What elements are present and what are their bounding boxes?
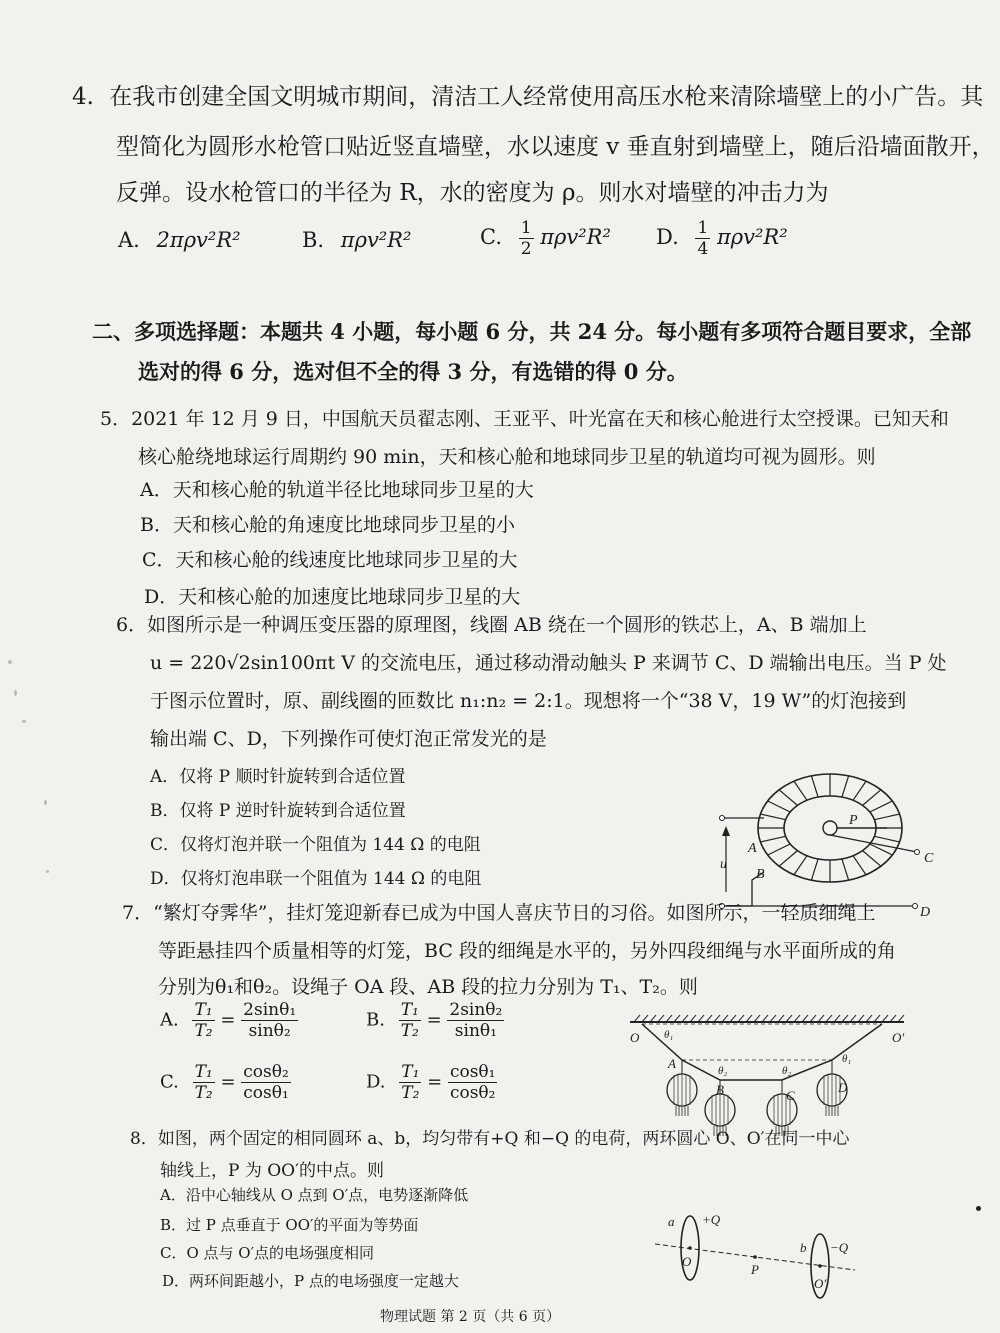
q6-option-b: B．仅将 P 逆时针旋转到合适位置 (150, 801, 406, 821)
coil-winding (779, 851, 797, 867)
q4-option-c-label: C. (480, 225, 502, 249)
hatch-mark (850, 1015, 856, 1022)
q6-line2: u = 220√2sin100πt V 的交流电压，通过移动滑动触头 P 来调节 C、D 端输出电压。当 P 处 (150, 652, 947, 674)
q7-option-d-rhs (448, 1062, 498, 1103)
q4-option-d-den: 4 (697, 239, 709, 259)
q5-option-d: D．天和核心舱的加速度比地球同步卫星的大 (144, 586, 521, 608)
q5-line2: 核心舱绕地球运行周期约 90 min，天和核心舱和地球同步卫星的轨道均可视为圆形。则 (138, 446, 876, 468)
q4-number: 4. (72, 84, 94, 110)
coil-winding (768, 801, 791, 812)
hatch-mark (834, 1015, 840, 1022)
q7-option-c-rhs-den: cosθ₁ (243, 1083, 289, 1103)
hatch-mark (690, 1015, 696, 1022)
q8-label-o2: O′ (814, 1276, 827, 1291)
page-footer: 物理试题 第 2 页（共 6 页） (380, 1309, 561, 1325)
q6-label-c: C (924, 851, 934, 866)
q7-option-c-lhs-den: T₂ (194, 1083, 213, 1103)
hatch-mark (802, 1015, 808, 1022)
q6-arrow-head (722, 826, 730, 836)
q8-label-p: P (751, 1262, 759, 1277)
hatch-mark (642, 1015, 648, 1022)
q7-option-a: A. $\frac{\text{T₁}}{\text{T₂}}$ = $\frac{\text{2sinθ₁}}{\text{sinθ₂}}$ (160, 1000, 297, 1041)
q6-label-p: P (849, 813, 858, 828)
q7-option-b: B. $\frac{\text{T₁}}{\text{T₂}}$ = $\frac{\text{2sinθ₂}}{\text{sinθ₁}}$ (366, 1000, 503, 1041)
q4-option-d-num: 1 (697, 218, 709, 238)
q8-option-a: A．沿中心轴线从 O 点到 O′点，电势逐渐降低 (160, 1186, 469, 1204)
q8-label-a: a (668, 1214, 675, 1229)
hatch-mark (866, 1015, 872, 1022)
hatch-mark (746, 1015, 752, 1022)
q7-option-a-rhs (241, 1000, 298, 1041)
coil-winding (794, 856, 807, 875)
scan-speck (22, 720, 26, 723)
q7-option-d-rhs-den: cosθ₂ (449, 1083, 496, 1103)
q4-option-c-num: 1 (520, 218, 532, 238)
hatch-mark (650, 1015, 656, 1022)
coil-winding (779, 790, 797, 806)
q6-label-b: B (756, 867, 765, 882)
q5-option-c: C．天和核心舱的线速度比地球同步卫星的大 (142, 549, 518, 571)
q7-label-b: B (716, 1082, 724, 1097)
q5-option-a: A．天和核心舱的轨道半径比地球同步卫星的大 (140, 479, 534, 501)
hatch-mark (890, 1015, 896, 1022)
coil-winding (811, 776, 818, 797)
q7-option-d-label: D. (366, 1071, 386, 1093)
q4-option-d-fraction (695, 218, 710, 259)
q7-option-d-lhs-num: T₁ (401, 1062, 420, 1082)
hatch-mark (858, 1015, 864, 1022)
q7-rope (642, 1024, 882, 1080)
hatch-mark (714, 1015, 720, 1022)
section2-line2: 选对的得 6 分，选对但不全的得 3 分，有选错的得 0 分。 (138, 359, 688, 384)
q6-label-a: A (748, 841, 757, 856)
coil-winding (842, 859, 849, 880)
coil-winding (760, 814, 785, 820)
q4-option-c-den: 2 (520, 239, 532, 259)
q8-option-d: D．两环间距越小，P 点的电场强度一定越大 (162, 1272, 459, 1290)
coil-winding (870, 801, 893, 812)
q4-option-b-text: πρv²R² (340, 228, 412, 252)
q7-option-c-rhs (241, 1062, 291, 1103)
q7-option-d-lhs (399, 1062, 421, 1103)
coil-winding (874, 814, 899, 820)
coil-winding (853, 856, 866, 875)
q4-option-b-label: B. (302, 228, 325, 252)
q4-option-d-text: πρv²R² (716, 225, 788, 249)
scan-speck (44, 800, 47, 805)
q7-line3: 分别为θ₁和θ₂。设绳子 OA 段、AB 段的拉力分别为 T₁、T₂。则 (158, 976, 698, 998)
hatch-mark (842, 1015, 848, 1022)
coil-winding (863, 851, 881, 867)
q4-line3: 反弹。设水枪管口的半径为 R，水的密度为 ρ。则水对墙壁的冲击力为 (116, 180, 829, 206)
q6-line4: 输出端 C、D，下列操作可使灯泡正常发光的是 (150, 728, 547, 750)
coil-winding (768, 844, 791, 855)
hatch-mark (666, 1015, 672, 1022)
hatch-mark (674, 1015, 680, 1022)
q7-option-a-lhs (192, 1000, 214, 1041)
q7-label-o2: O′ (892, 1030, 905, 1045)
q8-point-p (753, 1255, 757, 1259)
coil-winding (853, 781, 866, 800)
q6-pivot (823, 821, 837, 835)
q4-option-a (118, 228, 241, 252)
q7-ceiling-hatch (634, 1015, 904, 1022)
coil-winding (811, 859, 818, 880)
hatch-mark (730, 1015, 736, 1022)
hatch-mark (898, 1015, 904, 1022)
hatch-mark (698, 1015, 704, 1022)
hatch-mark (738, 1015, 744, 1022)
scan-speck (976, 1206, 981, 1211)
q7-option-a-lhs-den: T₂ (194, 1021, 213, 1041)
q4-option-b (302, 228, 411, 252)
q7-option-a-label: A. (160, 1009, 179, 1031)
hatch-mark (882, 1015, 888, 1022)
q7-option-d: D. $\frac{\text{T₁}}{\text{T₂}}$ = $\frac{\text{cosθ₁}}{\text{cosθ₂}}$ (366, 1062, 496, 1103)
q4-line2: 型简化为圆形水枪管口贴近竖直墙壁，水以速度 v 垂直射到墙壁上，随后沿墙面散开， (116, 134, 995, 160)
coil-winding (842, 776, 849, 797)
q7-option-b-lhs-den: T₂ (400, 1021, 419, 1041)
hatch-mark (818, 1015, 824, 1022)
q4-option-a-label: A. (118, 228, 140, 252)
hatch-mark (634, 1015, 640, 1022)
q7-option-d-rhs-num: cosθ₁ (449, 1062, 496, 1082)
q4-line1 (72, 78, 983, 111)
q7-label-a: A (668, 1056, 676, 1071)
q4-option-d (656, 218, 788, 259)
q6-terminal-a (720, 816, 725, 821)
q8-label-o: O (682, 1254, 692, 1269)
q6-label-d: D (920, 905, 931, 920)
q7-label-theta2b: θ₂ (782, 1065, 792, 1077)
q7-option-c-lhs-num: T₁ (194, 1062, 213, 1082)
q8-line1: 8．如图，两个固定的相同圆环 a、b，均匀带有+Q 和−Q 的电荷，两环圆心 O、O′在同一中心 (130, 1129, 850, 1149)
hatch-mark (826, 1015, 832, 1022)
q7-option-c-lhs (193, 1062, 215, 1103)
hatch-mark (778, 1015, 784, 1022)
coil-winding (863, 790, 881, 806)
q7-option-c-rhs-num: cosθ₂ (243, 1062, 289, 1082)
q4-option-c (480, 218, 611, 259)
hatch-mark (810, 1015, 816, 1022)
hatch-mark (794, 1015, 800, 1022)
q8-line2: 轴线上，P 为 OO′的中点。则 (160, 1161, 384, 1181)
hatch-mark (706, 1015, 712, 1022)
coil-winding (870, 844, 893, 855)
q7-option-b-rhs-num: 2sinθ₂ (449, 1000, 503, 1020)
q7-option-b-rhs-den: sinθ₁ (454, 1021, 497, 1041)
coil-winding (874, 836, 899, 842)
q4-line1-text: 在我市创建全国文明城市期间，清洁工人经常使用高压水枪来清除墙壁上的小广告。其 (109, 84, 984, 110)
q8-option-c: C．O 点与 O′点的电场强度相同 (160, 1244, 375, 1262)
q5-line1: 5．2021 年 12 月 9 日，中国航天员翟志刚、王亚平、叶光富在天和核心舱进行太空授课。已知天和 (100, 408, 949, 430)
q7-option-c-label: C. (160, 1071, 179, 1093)
q7-line1: 7．“繁灯夺霁华”，挂灯笼迎新春已成为中国人喜庆节日的习俗。如图所示，一轻质细绳上 (122, 902, 876, 924)
hatch-mark (874, 1015, 880, 1022)
q7-option-a-rhs-den: sinθ₂ (248, 1021, 291, 1041)
q7-line2: 等距悬挂四个质量相等的灯笼，BC 段的细绳是水平的，另外四段细绳与水平面所成的角 (158, 940, 896, 962)
q6-label-u: u (720, 857, 727, 872)
q8-center-o2 (818, 1264, 822, 1268)
q7-label-o: O (630, 1030, 640, 1045)
q7-option-c: C. $\frac{\text{T₁}}{\text{T₂}}$ = $\frac{\text{cosθ₂}}{\text{cosθ₁}}$ (160, 1062, 289, 1103)
q4-option-c-text: πρv²R² (540, 225, 611, 249)
q8-option-b: B．过 P 点垂直于 OO′的平面为等势面 (160, 1216, 419, 1234)
hatch-mark (762, 1015, 768, 1022)
hatch-mark (770, 1015, 776, 1022)
q7-option-b-lhs (399, 1000, 421, 1041)
q5-option-b: B．天和核心舱的角速度比地球同步卫星的小 (140, 514, 515, 536)
scan-speck (14, 690, 17, 696)
q8-label-plus-q: +Q (702, 1212, 721, 1227)
q6-terminal-d (913, 904, 918, 909)
q4-option-d-label: D. (656, 225, 679, 249)
coil-winding (760, 836, 785, 842)
section2-line1: 二、多项选择题：本题共 4 小题，每小题 6 分，共 24 分。每小题有多项符合题目要求，全部 (92, 319, 972, 344)
q8-label-b: b (800, 1240, 807, 1255)
q6-option-d: D．仅将灯泡串联一个阻值为 144 Ω 的电阻 (150, 869, 482, 889)
q6-terminal-c (915, 850, 920, 855)
hatch-mark (682, 1015, 688, 1022)
q7-label-theta2: θ₂ (718, 1065, 728, 1077)
q6-line3: 于图示位置时，原、副线圈的匝数比 n₁:n₂ = 2:1。现想将一个“38 V，19 W”的灯泡接到 (150, 690, 907, 712)
q8-rings-figure (650, 1208, 870, 1303)
q6-option-c: C．仅将灯泡并联一个阻值为 144 Ω 的电阻 (150, 835, 481, 855)
hatch-mark (786, 1015, 792, 1022)
coil-winding (794, 781, 807, 800)
q7-label-theta1b: θ₁ (842, 1053, 852, 1065)
q6-option-a: A．仅将 P 顺时针旋转到合适位置 (150, 767, 406, 787)
q6-line1: 6．如图所示是一种调压变压器的原理图，线圈 AB 绕在一个圆形的铁芯上，A、B 端加上 (116, 614, 867, 636)
hatch-mark (658, 1015, 664, 1022)
q7-option-b-label: B. (366, 1009, 385, 1031)
hatch-mark (754, 1015, 760, 1022)
q7-label-theta1: θ₁ (664, 1029, 674, 1041)
q7-option-a-rhs-num: 2sinθ₁ (243, 1000, 297, 1020)
q7-option-b-lhs-num: T₁ (400, 1000, 419, 1020)
q4-option-a-text: 2πρv²R² (156, 228, 241, 252)
q8-center-o (688, 1246, 692, 1250)
q7-label-d: D (838, 1080, 848, 1095)
hatch-mark (722, 1015, 728, 1022)
q8-label-minus-q: −Q (830, 1240, 849, 1255)
q7-option-b-rhs (447, 1000, 504, 1041)
scan-speck (8, 660, 12, 664)
q7-label-c: C (786, 1088, 795, 1103)
q7-option-d-lhs-den: T₂ (401, 1083, 420, 1103)
q4-option-c-fraction (519, 218, 534, 259)
q7-option-a-lhs-num: T₁ (194, 1000, 213, 1020)
scan-speck (46, 870, 49, 873)
